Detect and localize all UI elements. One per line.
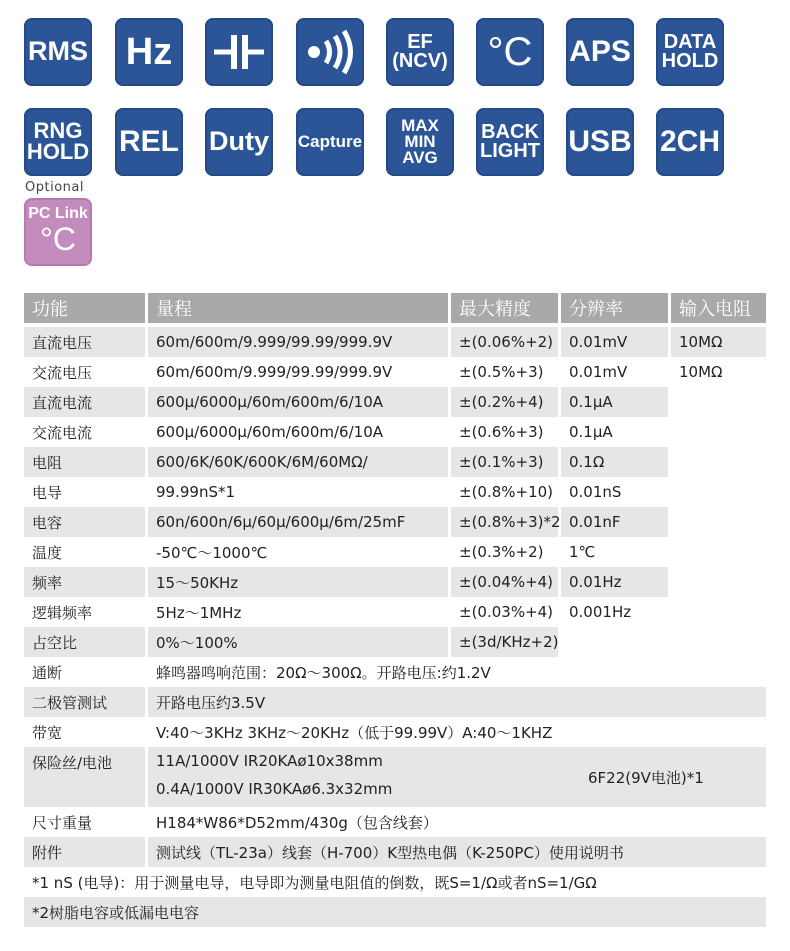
max-min-avg-icon: MAX MIN AVG [386,108,454,176]
ef-ncv-icon: EF (NCV) [386,18,454,86]
row-label: 尺寸重量 [32,813,93,832]
table-row [24,507,766,537]
row-label: 保险丝/电池 [24,747,145,807]
row-label: 电导 [32,483,63,502]
row-label: 带宽 [32,723,63,742]
table-row-bandwidth [24,717,766,747]
row-label: 电容 [24,507,145,537]
row-text: V:40～3KHz 3KHz～20KHz（低于99.99V）A:40～1KHZ [156,723,553,742]
row-range: 60m/600m/9.999/99.99/999.9V [156,363,393,381]
row-resolution: 0.01mV [569,363,628,381]
row-impedance: 10MΩ [671,327,766,357]
row-label: 电阻 [24,447,145,477]
fuse-cell [148,747,766,807]
row-accuracy: ±(0.6%+3) [459,423,544,441]
row-accuracy: ±(0.8%+3)*2 [451,507,558,537]
table-row [24,417,766,447]
optional-caption: Optional [25,180,84,195]
usb-icon: USB [566,108,634,176]
table-row-diode [24,687,766,717]
row-label: 直流电流 [24,387,145,417]
row-label: 占空比 [24,627,145,657]
table-row [24,357,766,387]
battery-text: 6F22(9V电池)*1 [588,769,704,787]
footnote-1 [24,867,766,897]
row-resolution: 0.01Hz [561,567,668,597]
row-range: 5Hz～1MHz [156,603,242,622]
row-range: 15～50KHz [148,567,448,597]
fuse-line-2: 0.4A/1000V IR30KAø6.3x32mm [156,780,393,798]
back-light-icon: BACK LIGHT [476,108,544,176]
table-row [24,597,766,627]
header-accuracy: 最大精度 [451,293,558,323]
row-text: 测试线（TL-23a）线套（H-700）K型热电偶（K-250PC）使用说明书 [148,837,766,867]
row-label: 通断 [32,663,63,682]
table-row-fuse [24,747,766,807]
row-impedance: 10MΩ [679,363,723,381]
rel-icon: REL [115,108,183,176]
row-label: 直流电压 [24,327,145,357]
header-function: 功能 [24,293,145,323]
row-range: 600/6K/60K/600K/6M/60MΩ/ [148,447,448,477]
table-row-size [24,807,766,837]
capacitor-icon [205,18,273,86]
row-accuracy: ±(0.03%+4) [459,603,554,621]
table-row-accessories [24,837,766,867]
row-range: -50℃～1000℃ [156,543,268,562]
note-text: *2树脂电容或低漏电电容 [24,897,766,927]
row-label: 逻辑频率 [32,603,93,622]
table-row-continuity [24,657,766,687]
row-range: 0%～100% [148,627,448,657]
row-label: 附件 [24,837,145,867]
row-label: 交流电流 [32,423,93,442]
table-row [24,537,766,567]
footnote-2 [24,897,766,927]
row-resolution: 0.01nF [561,507,668,537]
rms-icon: RMS [24,18,92,86]
rng-hold-icon: RNG HOLD [24,108,92,176]
row-resolution: 0.1μA [569,423,613,441]
row-accuracy: ±(0.1%+3) [451,447,558,477]
row-resolution: 0.1μA [561,387,668,417]
sound-wave-icon [302,29,358,75]
row-accuracy: ±(0.3%+2) [459,543,544,561]
row-accuracy: ±(0.04%+4) [451,567,558,597]
row-accuracy: ±(0.2%+4) [451,387,558,417]
header-input-impedance: 输入电阻 [671,293,766,323]
2ch-icon: 2CH [656,108,724,176]
header-resolution: 分辨率 [561,293,668,323]
row-resolution: 0.01mV [561,327,668,357]
duty-icon: Duty [205,108,273,176]
row-range: 60n/600n/6μ/60μ/600μ/6m/25mF [148,507,448,537]
table-header [24,293,766,323]
table-row [24,477,766,507]
table-row [24,327,766,357]
pc-link-celsius: °C [40,221,76,258]
row-text: H184*W86*D52mm/430g（包含线套） [156,813,438,832]
continuity-sound-icon [296,18,364,86]
celsius-icon: °C [476,18,544,86]
aps-icon: APS [566,18,634,86]
row-range: 600μ/6000μ/60m/600m/6/10A [156,423,383,441]
row-resolution: 0.1Ω [561,447,668,477]
pc-link-celsius-icon [24,198,92,266]
row-accuracy: ±(0.5%+3) [459,363,544,381]
row-label: 二极管测试 [24,687,145,717]
row-accuracy: ±(0.06%+2) [451,327,558,357]
table-row [24,567,766,597]
note-text: *1 nS (电导)：用于测量电导，电导即为测量电阻值的倒数，既S=1/Ω或者nS=1/GΩ [32,873,597,892]
table-row [24,627,766,657]
capacitor-symbol-icon [212,32,266,72]
row-range: 60m/600m/9.999/99.99/999.9V [148,327,448,357]
row-accuracy: ±(0.8%+10) [459,483,554,501]
row-range: 600μ/6000μ/60m/600m/6/10A [148,387,448,417]
row-label: 温度 [32,543,63,562]
header-range: 量程 [148,293,448,323]
table-row [24,387,766,417]
capture-icon: Capture [296,108,364,176]
hz-icon: Hz [115,18,183,86]
row-resolution: 1℃ [569,543,596,561]
row-text: 开路电压约3.5V [148,687,766,717]
row-resolution: 0.01nS [569,483,622,501]
row-text: 蜂鸣器鸣响范围：20Ω～300Ω。开路电压:约1.2V [156,663,491,682]
row-accuracy: ±(3d/KHz+2) [451,627,558,657]
data-hold-icon: DATA HOLD [656,18,724,86]
pc-link-label: PC Link [28,205,88,223]
table-row [24,447,766,477]
row-label: 频率 [24,567,145,597]
row-range: 99.99nS*1 [156,483,236,501]
row-label: 交流电压 [32,363,93,382]
row-resolution: 0.001Hz [569,603,632,621]
fuse-line-1: 11A/1000V IR20KAø10x38mm [156,752,383,770]
